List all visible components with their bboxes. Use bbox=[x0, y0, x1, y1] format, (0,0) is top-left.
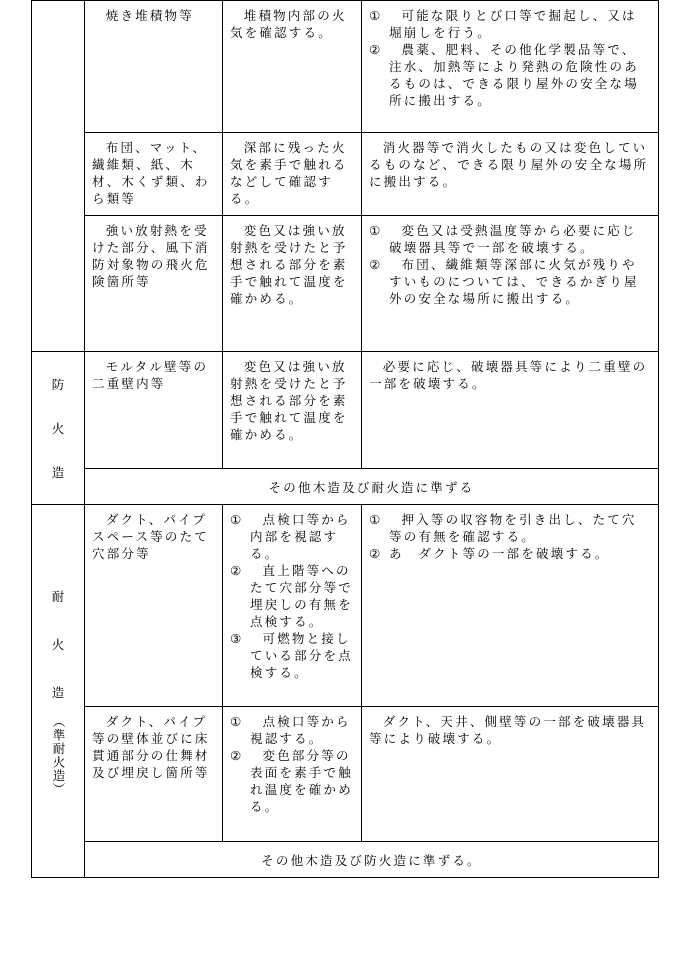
note-cell: その他木造及び耐火造に準ずる bbox=[85, 469, 659, 505]
table-row bbox=[32, 469, 659, 505]
category-cell-fire-resistant: 耐 火 造 （準耐火造） bbox=[32, 505, 85, 878]
note-cell: その他木造及び防火造に準ずる。 bbox=[85, 842, 659, 878]
list-item: ① 点検口等から内部を視認する。 bbox=[230, 512, 351, 561]
method-cell: 変色又は強い放射熱を受けたと予想される部分を素手で触れて温度を確かめる。 bbox=[223, 352, 362, 469]
method-cell bbox=[223, 505, 362, 707]
list-item: ② 直上階等へのたて穴部分等で埋戻しの有無を点検する。 bbox=[230, 563, 353, 629]
table-row bbox=[32, 133, 659, 216]
measures-cell: 消火器等で消火したもの又は変色しているものなど、できる限り屋外の安全な場所に搬出する。 bbox=[362, 133, 659, 216]
target-cell: ダクト、パイプスペース等のたて穴部分等 bbox=[85, 505, 223, 707]
table-row bbox=[32, 1, 659, 133]
target-cell: ダクト、パイプ等の壁体並びに床貫通部分の仕舞材及び埋戻し箇所等 bbox=[85, 707, 223, 842]
list-item: ③ 可燃物と接している部分を点検する。 bbox=[230, 631, 353, 680]
list-item: ② あ ダクト等の一部を破壊する。 bbox=[369, 546, 610, 561]
table-row bbox=[32, 352, 659, 469]
list-item: ① 押入等の収容物を引き出し、たて穴等の有無を確認する。 bbox=[369, 512, 637, 544]
list-item: ② 布団、繊維類等深部に火気が残りやすいものについては、できるかぎり屋外の安全な場所に搬出する。 bbox=[369, 257, 639, 306]
table-row bbox=[32, 216, 659, 352]
measures-cell: ダクト、天井、側壁等の一部を破壊器具等により破壊する。 bbox=[362, 707, 659, 842]
list-item: ① 点検口等から視認する。 bbox=[230, 714, 351, 746]
method-cell: 変色又は強い放射熱を受けたと予想される部分を素手で触れて温度を確かめる。 bbox=[223, 216, 362, 352]
category-cell-fireproof: 防 火 造 bbox=[32, 352, 85, 505]
measures-cell: 必要に応じ、破壊器具等により二重壁の一部を破壊する。 bbox=[362, 352, 659, 469]
target-cell: 布団、マット、繊維類、紙、木材、木くず類、わら類等 bbox=[85, 133, 223, 216]
fire-inspection-table bbox=[31, 0, 659, 878]
target-cell: モルタル壁等の二重壁内等 bbox=[85, 352, 223, 469]
measures-cell bbox=[362, 505, 659, 707]
table-row bbox=[32, 842, 659, 878]
list-item: ① 可能な限りとび口等で掘起し、又は堀崩しを行う。 bbox=[369, 8, 637, 40]
measures-cell bbox=[362, 1, 659, 133]
measures-cell bbox=[362, 216, 659, 352]
table-row bbox=[32, 505, 659, 707]
method-cell bbox=[223, 707, 362, 842]
table-row bbox=[32, 707, 659, 842]
method-cell: 深部に残った火気を素手で触れるなどして確認する。 bbox=[223, 133, 362, 216]
target-cell: 焼き堆積物等 bbox=[85, 1, 223, 133]
method-cell: 堆積物内部の火気を確認する。 bbox=[223, 1, 362, 133]
category-cell-wooden bbox=[32, 1, 85, 352]
list-item: ① 変色又は受熱温度等から必要に応じ破壊器具等で一部を破壊する。 bbox=[369, 223, 637, 255]
list-item: ② 変色部分等の表面を素手で触れ温度を確かめる。 bbox=[230, 748, 353, 814]
list-item: ② 農薬、肥料、その他化学製品等で、注水、加熱等により発熱の危険性のあるものは、できる限り屋外の安全な場所に搬出する。 bbox=[369, 42, 639, 108]
target-cell: 強い放射熱を受けた部分、風下消防対象物の飛火危険箇所等 bbox=[85, 216, 223, 352]
